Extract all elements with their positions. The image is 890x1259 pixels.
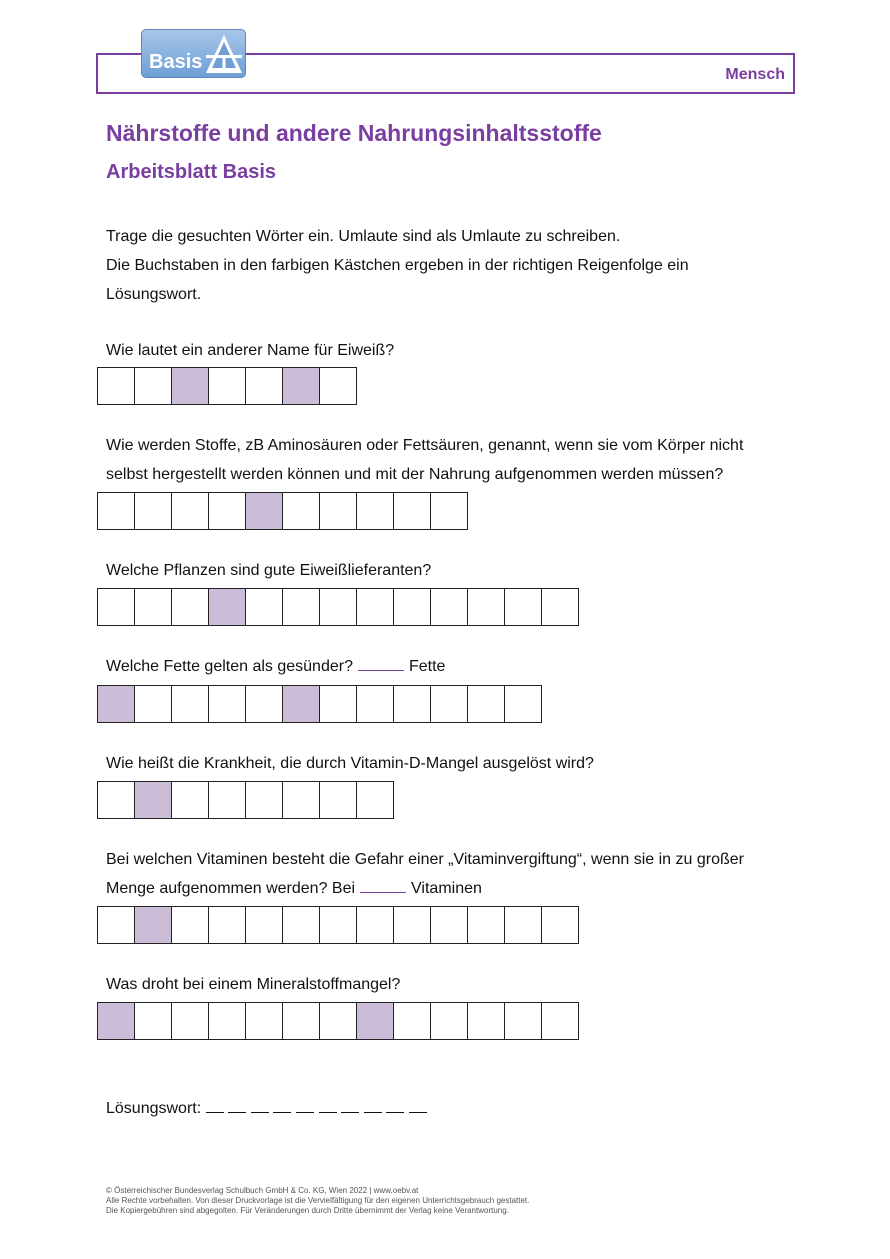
letter-box[interactable]: [319, 906, 357, 944]
letter-box[interactable]: [282, 781, 320, 819]
letter-box[interactable]: [541, 588, 579, 626]
letter-box[interactable]: [393, 588, 431, 626]
question-6: [106, 845, 786, 903]
inline-blank[interactable]: [358, 656, 404, 671]
subject-label: Mensch: [725, 66, 785, 83]
question-prefix: Welche Fette gelten als gesünder?: [106, 658, 353, 675]
letter-box[interactable]: [282, 1002, 320, 1040]
triangle-logo-icon: [204, 33, 244, 75]
question-text: Bei welchen Vitaminen besteht die Gefahr einer „Vitaminvergiftung“, wenn sie in zu großer: [106, 851, 744, 868]
letter-box-highlighted[interactable]: [208, 588, 246, 626]
letter-box[interactable]: [208, 492, 246, 530]
letter-box[interactable]: [134, 367, 172, 405]
instructions: [106, 222, 786, 309]
letter-box[interactable]: [467, 906, 505, 944]
question-3: [106, 556, 786, 585]
letter-box[interactable]: [97, 781, 135, 819]
solution-letter-blank[interactable]: [296, 1100, 314, 1113]
letter-box[interactable]: [171, 685, 209, 723]
letter-box[interactable]: [97, 492, 135, 530]
question-prefix: Menge aufgenommen werden? Bei: [106, 880, 356, 897]
question-2: [106, 431, 786, 489]
answer-boxes-6: [97, 906, 579, 944]
inline-blank[interactable]: [360, 878, 406, 893]
footer-line: Alle Rechte vorbehalten. Von dieser Druckvorlage ist die Vervielfältigung für den eigenen Unterrichtsgebrauch gestattet.: [106, 1196, 530, 1205]
letter-box[interactable]: [504, 588, 542, 626]
letter-box[interactable]: [282, 492, 320, 530]
solution-letter-blank[interactable]: [386, 1100, 404, 1113]
basis-logo: [141, 29, 246, 78]
letter-box[interactable]: [430, 588, 468, 626]
letter-box[interactable]: [319, 781, 357, 819]
letter-box[interactable]: [134, 1002, 172, 1040]
letter-box[interactable]: [541, 1002, 579, 1040]
letter-box[interactable]: [467, 588, 505, 626]
answer-boxes-3: [97, 588, 579, 626]
letter-box[interactable]: [393, 906, 431, 944]
letter-box[interactable]: [97, 367, 135, 405]
question-text: selbst hergestellt werden können und mit der Nahrung aufgenommen werden müssen?: [106, 466, 724, 483]
letter-box[interactable]: [171, 492, 209, 530]
letter-box[interactable]: [467, 1002, 505, 1040]
question-text: Wie lautet ein anderer Name für Eiweiß?: [106, 342, 395, 359]
footer-line: Die Kopiergebühren sind abgegolten. Für Veränderungen durch Dritte übernimmt der Verlag keine Verantwortung.: [106, 1206, 509, 1215]
page-subtitle: Arbeitsblatt Basis: [106, 161, 277, 183]
letter-box[interactable]: [282, 906, 320, 944]
letter-box[interactable]: [430, 1002, 468, 1040]
answer-boxes-7: [97, 1002, 579, 1040]
solution-letter-blank[interactable]: [228, 1100, 246, 1113]
letter-box-highlighted[interactable]: [282, 367, 320, 405]
letter-box[interactable]: [467, 685, 505, 723]
letter-box[interactable]: [245, 685, 283, 723]
footer-line: © Österreichischer Bundesverlag Schulbuch GmbH & Co. KG, Wien 2022 | www.oebv.at: [106, 1186, 419, 1195]
letter-box[interactable]: [208, 685, 246, 723]
letter-box[interactable]: [245, 1002, 283, 1040]
letter-box[interactable]: [171, 588, 209, 626]
letter-box[interactable]: [171, 906, 209, 944]
question-text: Wie heißt die Krankheit, die durch Vitamin-D-Mangel ausgelöst wird?: [106, 755, 594, 772]
question-text: Welche Pflanzen sind gute Eiweißlieferanten?: [106, 562, 432, 579]
answer-boxes-1: [97, 367, 357, 405]
letter-box-highlighted[interactable]: [97, 1002, 135, 1040]
letter-box[interactable]: [134, 588, 172, 626]
question-4: [106, 652, 786, 681]
letter-box[interactable]: [208, 906, 246, 944]
letter-box[interactable]: [208, 367, 246, 405]
letter-box[interactable]: [356, 685, 394, 723]
letter-box[interactable]: [393, 492, 431, 530]
letter-box[interactable]: [430, 685, 468, 723]
letter-box[interactable]: [356, 781, 394, 819]
solution-letter-blank[interactable]: [341, 1100, 359, 1113]
logo-text: Basis: [149, 51, 203, 73]
letter-box[interactable]: [356, 492, 394, 530]
question-1: [106, 336, 786, 365]
letter-box[interactable]: [504, 685, 542, 723]
question-suffix: Vitaminen: [411, 880, 482, 897]
letter-box[interactable]: [245, 906, 283, 944]
solution-letter-blank[interactable]: [319, 1100, 337, 1113]
instruction-line: Die Buchstaben in den farbigen Kästchen ergeben in der richtigen Reigenfolge ein: [106, 257, 689, 274]
letter-box[interactable]: [319, 588, 357, 626]
answer-boxes-5: [97, 781, 394, 819]
letter-box[interactable]: [430, 906, 468, 944]
letter-box[interactable]: [319, 367, 357, 405]
letter-box[interactable]: [208, 781, 246, 819]
solution-word: [106, 1097, 432, 1121]
letter-box[interactable]: [97, 588, 135, 626]
letter-box-highlighted[interactable]: [134, 906, 172, 944]
letter-box[interactable]: [97, 906, 135, 944]
letter-box[interactable]: [171, 781, 209, 819]
letter-box-highlighted[interactable]: [97, 685, 135, 723]
solution-letter-blank[interactable]: [364, 1100, 382, 1113]
letter-box[interactable]: [393, 685, 431, 723]
letter-box[interactable]: [393, 1002, 431, 1040]
solution-letter-blank[interactable]: [206, 1100, 224, 1113]
letter-box[interactable]: [134, 492, 172, 530]
question-7: [106, 970, 786, 999]
letter-box-highlighted[interactable]: [171, 367, 209, 405]
footer: [106, 1186, 529, 1216]
question-text: Wie werden Stoffe, zB Aminosäuren oder Fettsäuren, genannt, wenn sie vom Körper nicht: [106, 437, 744, 454]
question-text: Was droht bei einem Mineralstoffmangel?: [106, 976, 401, 993]
letter-box[interactable]: [430, 492, 468, 530]
letter-box-highlighted[interactable]: [134, 781, 172, 819]
answer-boxes-2: [97, 492, 468, 530]
letter-box[interactable]: [541, 906, 579, 944]
letter-box-highlighted[interactable]: [282, 685, 320, 723]
letter-box-highlighted[interactable]: [245, 492, 283, 530]
solution-blanks: [206, 1100, 432, 1117]
letter-box[interactable]: [319, 492, 357, 530]
solution-letter-blank[interactable]: [273, 1100, 291, 1113]
solution-label: Lösungswort:: [106, 1100, 202, 1117]
letter-box[interactable]: [504, 1002, 542, 1040]
letter-box[interactable]: [171, 1002, 209, 1040]
letter-box[interactable]: [245, 588, 283, 626]
letter-box[interactable]: [282, 588, 320, 626]
question-text: [106, 652, 786, 681]
answer-boxes-4: [97, 685, 542, 723]
letter-box-highlighted[interactable]: [356, 1002, 394, 1040]
letter-box[interactable]: [245, 781, 283, 819]
instruction-line: Lösungswort.: [106, 286, 202, 303]
letter-box[interactable]: [319, 685, 357, 723]
letter-box[interactable]: [356, 588, 394, 626]
letter-box[interactable]: [356, 906, 394, 944]
question-5: [106, 749, 786, 778]
question-text: [106, 874, 786, 903]
instruction-line: Trage die gesuchten Wörter ein. Umlaute sind als Umlaute zu schreiben.: [106, 228, 621, 245]
letter-box[interactable]: [208, 1002, 246, 1040]
page-title: Nährstoffe und andere Nahrungsinhaltsstoffe: [106, 120, 602, 146]
solution-letter-blank[interactable]: [409, 1100, 427, 1113]
solution-letter-blank[interactable]: [251, 1100, 269, 1113]
letter-box[interactable]: [504, 906, 542, 944]
question-suffix: Fette: [408, 658, 446, 675]
letter-box[interactable]: [319, 1002, 357, 1040]
letter-box[interactable]: [134, 685, 172, 723]
letter-box[interactable]: [245, 367, 283, 405]
